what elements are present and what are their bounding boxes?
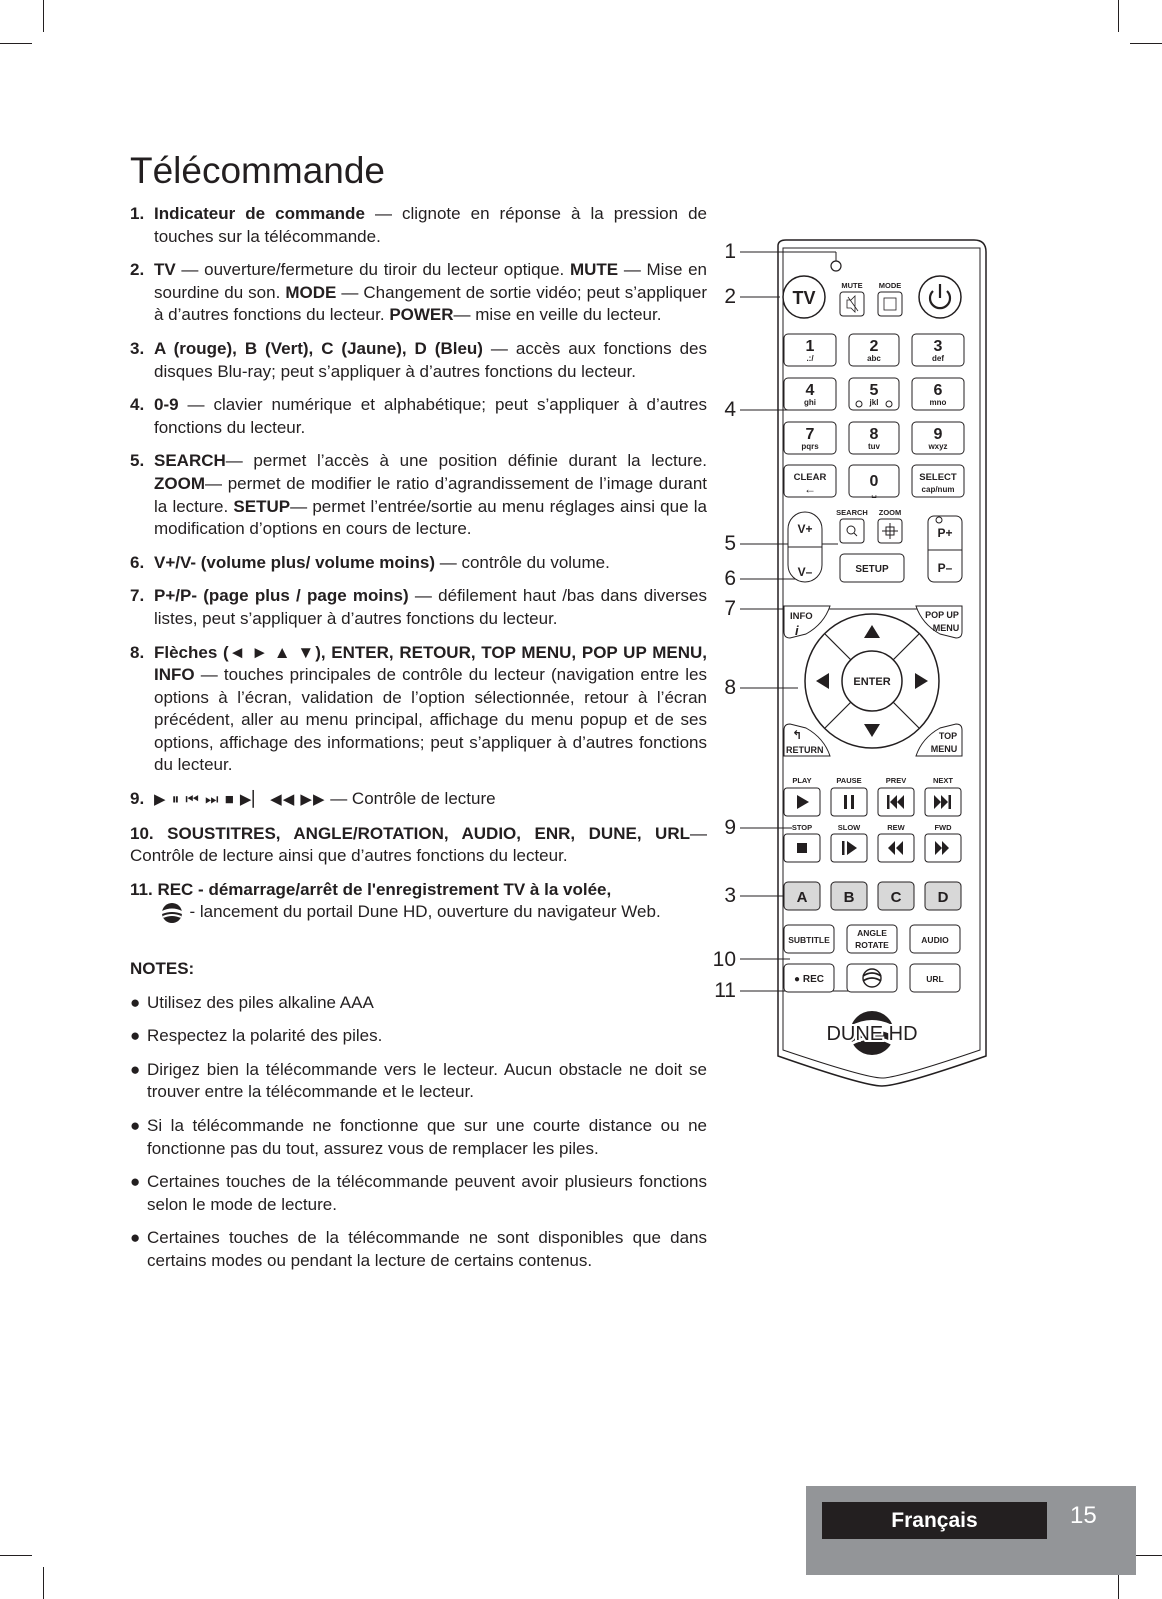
item-description: — ouverture/fermeture du tiroir du lecteur optique. bbox=[175, 260, 570, 280]
callout-number: 9 bbox=[724, 816, 736, 839]
callout-number: 6 bbox=[724, 567, 736, 590]
item-keyword: SOUSTITRES, ANGLE/ROTATION, AUDIO, ENR, DUNE, URL bbox=[167, 823, 690, 843]
language-label: Français bbox=[822, 1502, 1047, 1539]
item-description: — contrôle du volume. bbox=[435, 552, 610, 572]
item-keyword: V+/V- (volume plus/ volume moins) bbox=[154, 552, 436, 572]
audio-label: AUDIO bbox=[921, 935, 949, 945]
note-text: Certaines touches de la télécommande ne sont disponibles que dans certains modes ou pendant la lecture de certains contenus. bbox=[147, 1228, 707, 1270]
digit-label: 0 bbox=[869, 473, 879, 490]
crop-mark bbox=[43, 1567, 44, 1599]
callout-number: 10 bbox=[712, 948, 736, 971]
item-number: 7. bbox=[130, 586, 145, 606]
digit-letters: tuv bbox=[868, 442, 880, 451]
bullet-icon: ● bbox=[130, 1172, 141, 1192]
note-text: Utilisez des piles alkaline AAA bbox=[147, 992, 374, 1012]
item-text bbox=[154, 585, 707, 630]
url-label: URL bbox=[926, 974, 944, 984]
crop-mark bbox=[0, 43, 32, 44]
item-keyword: Indicateur de commande bbox=[154, 204, 365, 223]
search-button[interactable] bbox=[840, 519, 864, 543]
callout-number: 7 bbox=[724, 597, 736, 620]
list-item-3 bbox=[130, 338, 707, 383]
note-text: Respectez la polarité des piles. bbox=[147, 1026, 383, 1046]
list-item-4 bbox=[130, 394, 707, 439]
item-keyword: POWER bbox=[389, 305, 454, 325]
digit-label: 8 bbox=[869, 426, 879, 443]
page-number: 15 bbox=[1070, 1502, 1097, 1529]
digit-label: 7 bbox=[805, 426, 815, 443]
list-item-7 bbox=[130, 585, 707, 630]
page-down-label: P– bbox=[937, 561, 953, 575]
item-number: 3. bbox=[130, 338, 145, 358]
instructions bbox=[130, 203, 707, 1284]
callout-number: 2 bbox=[724, 285, 736, 308]
item-description: — clignote en réponse à la pression de touches sur la télécommande. bbox=[154, 204, 707, 246]
indicator-led bbox=[831, 261, 841, 271]
clear-label: CLEAR bbox=[793, 472, 827, 483]
digit-letters: pqrs bbox=[801, 442, 819, 451]
item-number: 11. bbox=[130, 879, 153, 899]
digit-letters: abc bbox=[867, 354, 881, 363]
item-keyword: MODE bbox=[285, 282, 337, 302]
slow-label: SLOW bbox=[837, 823, 861, 832]
enter-label: ENTER bbox=[853, 676, 891, 688]
volume-down-label: V– bbox=[797, 565, 813, 579]
list-item-1 bbox=[130, 203, 707, 248]
item-keyword: Flèches (◄ ► ▲ ▼), ENTER, RETOUR, TOP MENU, POP UP MENU, INFO bbox=[154, 642, 707, 685]
digit-letters: .:/ bbox=[806, 354, 814, 363]
bullet-icon: ● bbox=[130, 1116, 141, 1135]
mute-button[interactable] bbox=[840, 292, 864, 316]
search-label: SEARCH bbox=[836, 508, 868, 517]
remote-diagram bbox=[712, 236, 1020, 1096]
crop-mark bbox=[43, 0, 44, 32]
digit-label: 2 bbox=[869, 338, 879, 355]
select-sublabel: cap/num bbox=[921, 485, 955, 494]
stop-icon bbox=[797, 843, 807, 853]
item-keyword: REC - démarrage/arrêt de l'enregistrement TV à la volée, bbox=[157, 879, 612, 899]
bullet-icon: ● bbox=[130, 1059, 141, 1079]
digit-letters: def bbox=[932, 354, 944, 363]
return-label: RETURN bbox=[786, 745, 824, 755]
note-item bbox=[130, 1115, 707, 1160]
select-label: SELECT bbox=[919, 472, 957, 483]
dune-globe-icon bbox=[159, 902, 185, 924]
item-text bbox=[154, 788, 707, 812]
angle-label: ANGLE bbox=[857, 928, 887, 938]
rec-label: ● REC bbox=[794, 974, 824, 985]
list-item-5 bbox=[130, 450, 707, 540]
callout-number: 1 bbox=[724, 240, 736, 263]
item-number: 6. bbox=[130, 552, 145, 572]
digit-label: 5 bbox=[869, 382, 879, 399]
item-keyword: MUTE bbox=[569, 260, 619, 280]
tv-label: TV bbox=[792, 288, 816, 308]
item-number: 8. bbox=[130, 642, 145, 662]
note-text: Certaines touches de la télécommande peuvent avoir plusieurs fonctions selon le mode de lecture. bbox=[147, 1172, 707, 1214]
backspace-icon: ← bbox=[804, 482, 816, 496]
item-description: — permet l’accès à une position définie durant la lecture. bbox=[225, 451, 707, 471]
item-keyword: 0-9 bbox=[154, 395, 179, 415]
item-number: 1. bbox=[130, 204, 145, 223]
item-keyword: P+/P- (page plus / page moins) bbox=[154, 586, 409, 606]
item-text bbox=[154, 259, 707, 327]
notes-title: NOTES: bbox=[130, 959, 195, 979]
digit-letters: ghi bbox=[804, 398, 816, 407]
bullet-icon: ● bbox=[130, 1228, 141, 1248]
note-item bbox=[130, 1227, 707, 1272]
volume-up-label: V+ bbox=[797, 522, 813, 536]
note-item bbox=[130, 1171, 707, 1216]
page-up-label: P+ bbox=[937, 526, 953, 540]
list-item-8 bbox=[130, 642, 707, 778]
digit-letters: mno bbox=[929, 398, 947, 407]
item-text bbox=[130, 879, 707, 924]
b-label: B bbox=[843, 889, 855, 906]
fwd-label: FWD bbox=[934, 823, 952, 832]
crop-mark bbox=[0, 1555, 32, 1556]
item-description: — Changement de sortie vidéo; peut s’appliquer à d’autres fonctions du lecteur. bbox=[154, 282, 707, 325]
item-keyword: TV bbox=[154, 260, 176, 280]
item-description: — mise en veille du lecteur. bbox=[453, 305, 662, 325]
item-keyword: ZOOM bbox=[154, 473, 205, 493]
digit-label: 1 bbox=[805, 338, 815, 355]
prev-label: PREV bbox=[885, 776, 907, 785]
item-text bbox=[154, 552, 707, 575]
top-menu-label: MENU bbox=[930, 744, 958, 754]
callout-number: 11 bbox=[714, 979, 736, 1002]
item-description: - lancement du portail Dune HD, ouverture du navigateur Web. bbox=[184, 902, 661, 922]
rew-label: REW bbox=[887, 823, 905, 832]
d-label: D bbox=[937, 889, 949, 906]
tactile-dot bbox=[886, 401, 892, 407]
list-item-10 bbox=[130, 823, 707, 868]
info-label: INFO bbox=[790, 611, 813, 622]
item-text bbox=[130, 823, 707, 868]
item-list bbox=[130, 203, 707, 777]
item-keyword: SEARCH bbox=[154, 451, 226, 471]
list-item-6 bbox=[130, 552, 707, 575]
digit-letters: jkl bbox=[869, 398, 879, 407]
callout-number: 8 bbox=[724, 676, 736, 699]
remote-control-illustration bbox=[712, 236, 1020, 1096]
item-text bbox=[154, 394, 707, 439]
item-number: 9. bbox=[130, 789, 145, 809]
bullet-icon: ● bbox=[130, 992, 141, 1012]
item-number: 4. bbox=[130, 395, 145, 415]
popup-menu-label: MENU bbox=[932, 623, 960, 633]
play-label: PLAY bbox=[792, 776, 812, 785]
item-number: 2. bbox=[130, 260, 145, 280]
space-icon: ␣ bbox=[871, 488, 877, 498]
playback-symbols: ▶ ⏸ ⏮ ⏭ ■ ▶▏ ◀◀ ▶▶ bbox=[154, 791, 326, 809]
item-number: 10. bbox=[130, 823, 154, 843]
item-number: 5. bbox=[130, 451, 145, 471]
item-text bbox=[154, 450, 707, 540]
digit-label: 4 bbox=[805, 382, 815, 399]
item-description: — défilement haut /bas dans diverses listes, peut s’appliquer à d’autres fonctions du lecteur. bbox=[154, 586, 708, 628]
stop-label: STOP bbox=[791, 823, 813, 832]
item-description: — clavier numérique et alphabétique; peut s’appliquer à d’autres fonctions du lecteur. bbox=[154, 395, 707, 437]
note-text: Si la télécommande ne fonctionne que sur une courte distance ou ne fonctionne pas du tout, assurez vous de remplacer les piles. bbox=[147, 1116, 707, 1158]
crop-mark bbox=[1130, 43, 1162, 44]
mode-button[interactable] bbox=[878, 292, 902, 316]
rotate-label: ROTATE bbox=[855, 940, 889, 950]
next-label: NEXT bbox=[932, 776, 954, 785]
mode-label: MODE bbox=[878, 281, 902, 290]
info-icon: i bbox=[795, 623, 799, 638]
note-item bbox=[130, 1025, 707, 1048]
subtitle-label: SUBTITLE bbox=[788, 935, 830, 945]
tactile-dot bbox=[856, 401, 862, 407]
digit-letters: wxyz bbox=[928, 442, 948, 451]
zoom-label: ZOOM bbox=[878, 508, 902, 517]
digit-label: 9 bbox=[933, 426, 943, 443]
list-item-2 bbox=[130, 259, 707, 327]
item-text bbox=[154, 203, 707, 248]
item-description: —Contrôle de lecture ainsi que d’autres fonctions du lecteur. bbox=[130, 823, 707, 866]
item-description: — touches principales de contrôle du lecteur (navigation entre les options à l’écran, validation de l’option sélectionnée, retour à l’écran précédent, aller au menu principal, affichage du menu popup et de ses options, affichage des informations; peut s’appliquer à d’autres fonctions du lecteur. bbox=[154, 665, 707, 775]
pause-button[interactable] bbox=[831, 788, 867, 816]
setup-label: SETUP bbox=[855, 564, 889, 575]
note-item bbox=[130, 992, 707, 1015]
callout-number: 4 bbox=[724, 398, 736, 421]
a-label: A bbox=[796, 889, 808, 906]
digit-label: 3 bbox=[933, 338, 943, 355]
item-description: — accès aux fonctions des disques Blu-ray; peut s’appliquer à d’autres fonctions du lecteur. bbox=[154, 338, 707, 381]
dune-globe-icon bbox=[863, 969, 881, 987]
digit-label: 6 bbox=[933, 382, 943, 399]
item-description: — permet de modifier le ratio d’agrandissement de l’image durant la lecture. bbox=[154, 473, 707, 516]
c-label: C bbox=[890, 889, 902, 906]
item-text bbox=[154, 338, 707, 383]
item-description: — permet l’entrée/sortie au menu réglages ainsi que la modification d’options en cours de lecture. bbox=[154, 496, 707, 539]
item-keyword: A (rouge), B (Vert), C (Jaune), D (Bleu) bbox=[154, 338, 483, 358]
list-item-9 bbox=[130, 788, 707, 812]
note-text: Dirigez bien la télécommande vers le lecteur. Aucun obstacle ne doit se trouver entre la télécommande et le lecteur. bbox=[147, 1059, 707, 1102]
pause-label: PAUSE bbox=[836, 776, 862, 785]
item-keyword: SETUP bbox=[233, 496, 291, 516]
list-item-11 bbox=[130, 879, 707, 924]
note-item bbox=[130, 1059, 707, 1104]
callout-number: 5 bbox=[724, 532, 736, 555]
page-title: Télécommande bbox=[130, 150, 386, 191]
crop-mark bbox=[1118, 0, 1119, 32]
bullet-icon: ● bbox=[130, 1026, 141, 1046]
item-description: — Contrôle de lecture bbox=[325, 789, 496, 809]
item-description: — Mise en sourdine du son. bbox=[154, 260, 707, 302]
notes-list bbox=[130, 992, 707, 1273]
popup-menu-label: POP UP bbox=[925, 610, 959, 620]
return-icon: ↰ bbox=[792, 728, 803, 742]
mute-label: MUTE bbox=[841, 281, 863, 290]
top-menu-label: TOP bbox=[938, 731, 958, 741]
brand-text: DUNE HD bbox=[826, 1023, 918, 1045]
item-text bbox=[154, 642, 707, 778]
callout-number: 3 bbox=[724, 884, 736, 907]
